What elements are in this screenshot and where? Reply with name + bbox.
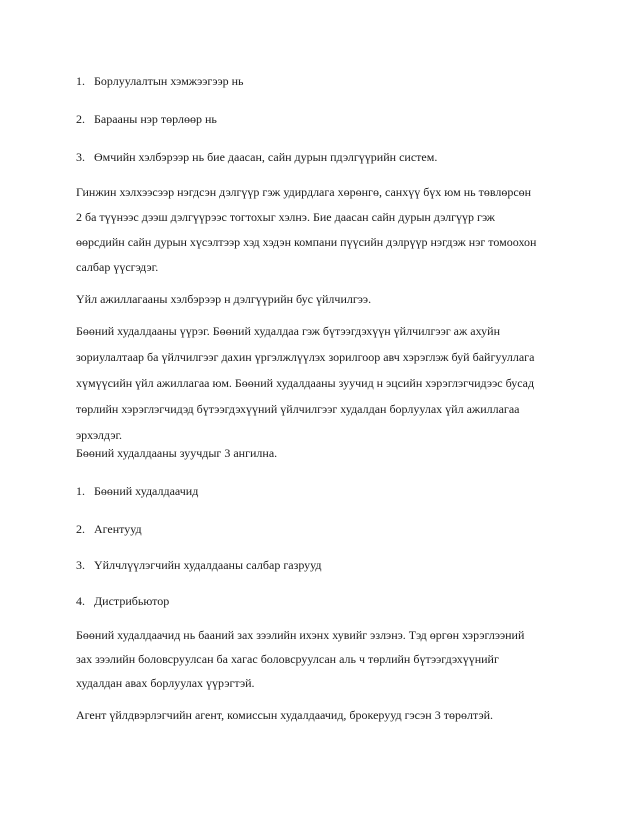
list-item [76, 112, 217, 126]
paragraph-line: Бөөний худалдаачид нь бааний зах зээлийн ихэнх хувийг эзлэнэ. Тэд өргөн хэрэглээний [76, 628, 525, 642]
list-number: 3. [76, 558, 85, 572]
list-number: 3. [76, 150, 85, 164]
paragraph-line: Гинжин хэлхээсээр нэгдсэн дэлгүүр гэж удирдлага хөрөнгө, санхүү бүх юм нь төвлөрсөн [76, 185, 532, 199]
paragraph-line: Бөөний худалдааны үүрэг. Бөөний худалдаа гэж бүтээгдэхүүн үйлчилгээг аж ахуйн [76, 324, 500, 338]
list-item [76, 594, 169, 608]
list-text: Барааны нэр төрлөөр нь [94, 112, 217, 126]
list-item [76, 522, 142, 536]
list-number: 2. [76, 522, 85, 536]
list-item [76, 74, 244, 88]
list-text: Борлуулалтын хэмжээгээр нь [94, 74, 244, 88]
list-text: Дистрибьютор [94, 594, 170, 608]
list-number: 2. [76, 112, 85, 126]
list-text: Үйлчлүүлэгчийн худалдааны салбар газрууд [94, 558, 322, 572]
paragraph-line: өөрсдийн сайн дурын хүсэлтээр хэд хэдэн компани пүүсийн дэлрүүр нэгдэж нэг томоохон [76, 235, 537, 249]
paragraph-line: Бөөний худалдааны зуучдыг 3 ангилна. [76, 446, 278, 460]
paragraph-line: Агент үйлдвэрлэгчийн агент, комиссын худалдаачид, брокерууд гэсэн 3 төрөлтэй. [76, 708, 494, 722]
paragraph-line: хүмүүсийн үйл ажиллагаа юм. Бөөний худалдааны зуучид н эцсийн хэрэглэгчидээс бусад [76, 376, 535, 390]
paragraph-line: Үйл ажиллагааны хэлбэрээр н дэлгүүрийн бус үйлчилгээ. [76, 292, 372, 306]
paragraph-line: төрлийн хэрэглэгчидэд бүтээгдэхүүний үйлчилгээг худалдан борлуулах үйл ажиллагаа [76, 402, 520, 416]
list-item [76, 484, 198, 498]
paragraph-line: зах зээлийн боловсруулсан ба хагас боловсруулсан аль ч төрлийн бүтээгдэхүүнийг [76, 652, 499, 666]
list-number: 1. [76, 484, 85, 498]
paragraph-line: худалдан авах борлуулах үүрэгтэй. [76, 676, 255, 690]
paragraph-line: зориулалтаар ба үйлчилгээг дахин үргэлжлүүлэх зорилгоор авч хэрэглэж буй байгууллага [76, 350, 535, 364]
list-item [76, 150, 437, 164]
list-text: Бөөний худалдаачид [94, 484, 199, 498]
list-text: Агентууд [94, 522, 142, 536]
list-text: Өмчийн хэлбэрээр нь бие даасан, сайн дурын пдэлгүүрийн систем. [94, 150, 438, 164]
list-number: 4. [76, 594, 85, 608]
paragraph-line: 2 ба түүнээс дээш дэлгүүрээс тогтохыг хэлнэ. Бие даасан сайн дурын дэлгүүр гэж [76, 210, 495, 224]
paragraph-line: салбар үүсгэдэг. [76, 260, 159, 274]
list-item [76, 558, 322, 572]
list-number: 1. [76, 74, 85, 88]
paragraph-line: эрхэлдэг. [76, 428, 123, 442]
